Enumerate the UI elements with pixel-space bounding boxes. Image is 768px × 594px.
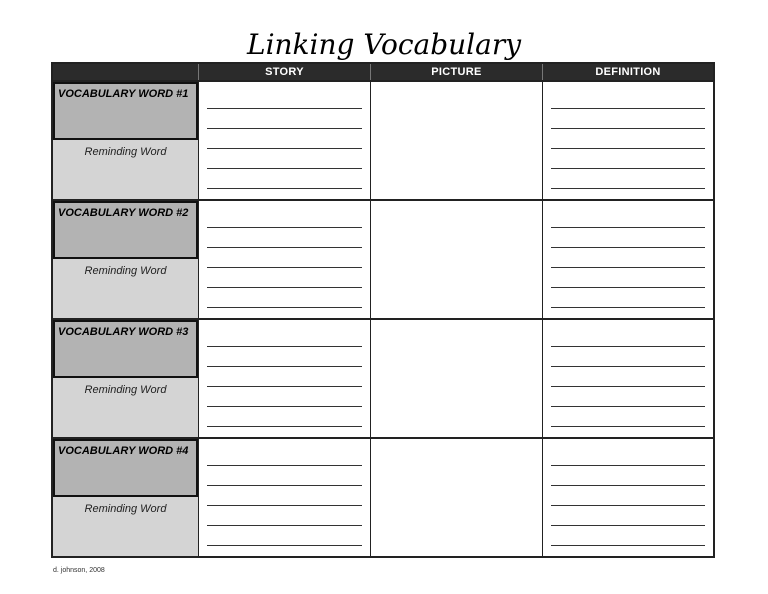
vocab-row-1 [53,80,713,199]
writing-line [207,267,362,268]
definition-cell[interactable] [542,201,713,318]
header-story: STORY [198,64,370,80]
vocab-word-label: VOCABULARY WORD #3 [58,326,189,338]
story-lines [207,82,362,199]
vocab-word-label: VOCABULARY WORD #4 [58,445,189,457]
writing-line [207,505,362,506]
definition-lines [551,82,705,199]
vocab-row-3 [53,318,713,437]
writing-line [551,227,705,228]
vocab-word-label: VOCABULARY WORD #2 [58,207,189,219]
header-picture: PICTURE [370,64,542,80]
story-cell[interactable] [198,201,370,318]
vocab-word-box[interactable] [53,201,198,259]
writing-line [551,485,705,486]
writing-line [207,128,362,129]
writing-line [207,227,362,228]
vocab-word-box[interactable] [53,82,198,140]
vocab-word-box[interactable] [53,439,198,497]
definition-cell[interactable] [542,320,713,437]
writing-line [551,188,705,189]
writing-line [551,267,705,268]
writing-line [207,545,362,546]
story-cell[interactable] [198,439,370,556]
vocabulary-table [51,62,715,558]
reminding-word-label: Reminding Word [84,146,167,158]
picture-cell[interactable] [370,439,542,556]
writing-line [207,247,362,248]
writing-line [551,128,705,129]
reminding-word-label: Reminding Word [84,384,167,396]
definition-lines [551,320,705,437]
writing-line [551,287,705,288]
definition-cell[interactable] [542,439,713,556]
writing-line [207,168,362,169]
writing-line [551,148,705,149]
definition-lines [551,201,705,318]
writing-line [551,465,705,466]
writing-line [207,525,362,526]
story-lines [207,201,362,318]
writing-line [551,247,705,248]
writing-line [207,426,362,427]
writing-line [551,168,705,169]
writing-line [551,346,705,347]
picture-cell[interactable] [370,82,542,199]
header-blank [53,64,198,80]
writing-line [551,386,705,387]
vocab-row-4 [53,437,713,556]
writing-line [551,426,705,427]
story-lines [207,439,362,556]
footer-credit: d. johnson, 2008 [53,567,105,574]
vocab-row-2 [53,199,713,318]
word-cell [53,82,198,199]
writing-line [551,525,705,526]
definition-cell[interactable] [542,82,713,199]
header-definition: DEFINITION [542,64,713,80]
table-header [53,64,713,80]
writing-line [207,465,362,466]
story-cell[interactable] [198,320,370,437]
page-title: Linking Vocabulary [246,28,522,61]
writing-line [551,406,705,407]
writing-line [207,108,362,109]
writing-line [207,148,362,149]
word-cell [53,201,198,318]
writing-line [551,366,705,367]
picture-cell[interactable] [370,201,542,318]
writing-line [207,366,362,367]
writing-line [207,346,362,347]
reminding-word-label: Reminding Word [84,503,167,515]
vocab-word-label: VOCABULARY WORD #1 [58,88,189,100]
writing-line [207,188,362,189]
writing-line [207,307,362,308]
writing-line [551,307,705,308]
writing-line [207,485,362,486]
word-cell [53,320,198,437]
story-cell[interactable] [198,82,370,199]
writing-line [207,287,362,288]
writing-line [551,505,705,506]
writing-line [551,545,705,546]
vocab-word-box[interactable] [53,320,198,378]
story-lines [207,320,362,437]
writing-line [207,406,362,407]
picture-cell[interactable] [370,320,542,437]
reminding-word-label: Reminding Word [84,265,167,277]
word-cell [53,439,198,556]
writing-line [207,386,362,387]
writing-line [551,108,705,109]
definition-lines [551,439,705,556]
